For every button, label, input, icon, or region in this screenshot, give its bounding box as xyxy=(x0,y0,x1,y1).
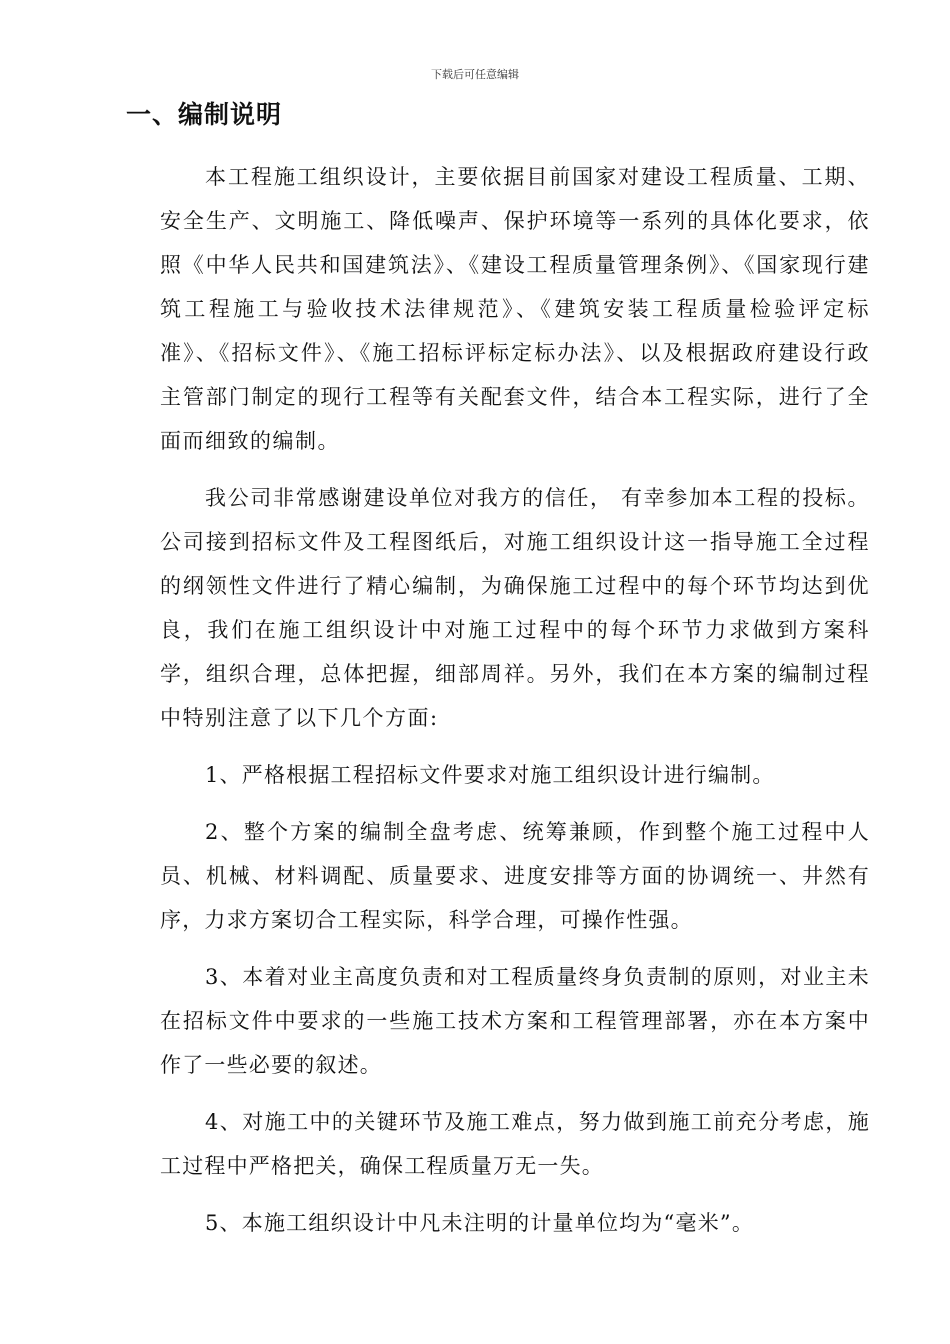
list-item-3: 3、本着对业主高度负责和对工程质量终身负责制的原则，对业主未在招标文件中要求的一些施工技术方案和工程管理部署，亦在本方案中作了一些必要的叙述。 xyxy=(160,965,870,1077)
list-item-1: 1、严格根据工程招标文件要求对施工组织设计进行编制。 xyxy=(205,763,775,787)
list-item-4: 4、对施工中的关键环节及施工难点，努力做到施工前充分考虑，施工过程中严格把关，确保工程质量万无一失。 xyxy=(160,1110,870,1178)
section-title: 一、编制说明 xyxy=(126,100,283,129)
paragraph-compilation-basis: 本工程施工组织设计，主要依据目前国家对建设工程质量、工期、安全生产、文明施工、降低噪声、保护环境等一系列的具体化要求，依照《中华人民共和国建筑法》、《建设工程质量管理条例》、《国家现行建筑工程施工与验收技术法律规范》、《建筑安装工程质量检验评定标准》、《招标文件》、《施工招标评标定标办法》、以及根据政府建设行政主管部门制定的现行工程等有关配套文件，结合本工程实际，进行了全面而细致的编制。 xyxy=(160,165,870,453)
list-item-5: 5、本施工组织设计中凡未注明的计量单位均为“毫米”。 xyxy=(205,1211,755,1235)
document-body xyxy=(160,155,870,1245)
header-note: 下载后可任意编辑 xyxy=(431,68,519,81)
list-item-2: 2、整个方案的编制全盘考虑、统筹兼顾，作到整个施工过程中人员、机械、材料调配、质量要求、进度安排等方面的协调统一、井然有序，力求方案切合工程实际，科学合理，可操作性强。 xyxy=(160,820,870,932)
paragraph-company-statement: 我公司非常感谢建设单位对我方的信任， 有幸参加本工程的投标。公司接到招标文件及工程图纸后，对施工组织设计这一指导施工全过程的纲领性文件进行了精心编制，为确保施工过程中的每个环节均达到优良，我们在施工组织设计中对施工过程中的每个环节力求做到方案科学，组织合理，总体把握，细部周祥。另外，我们在本方案的编制过程中特别注意了以下几个方面: xyxy=(160,486,870,730)
